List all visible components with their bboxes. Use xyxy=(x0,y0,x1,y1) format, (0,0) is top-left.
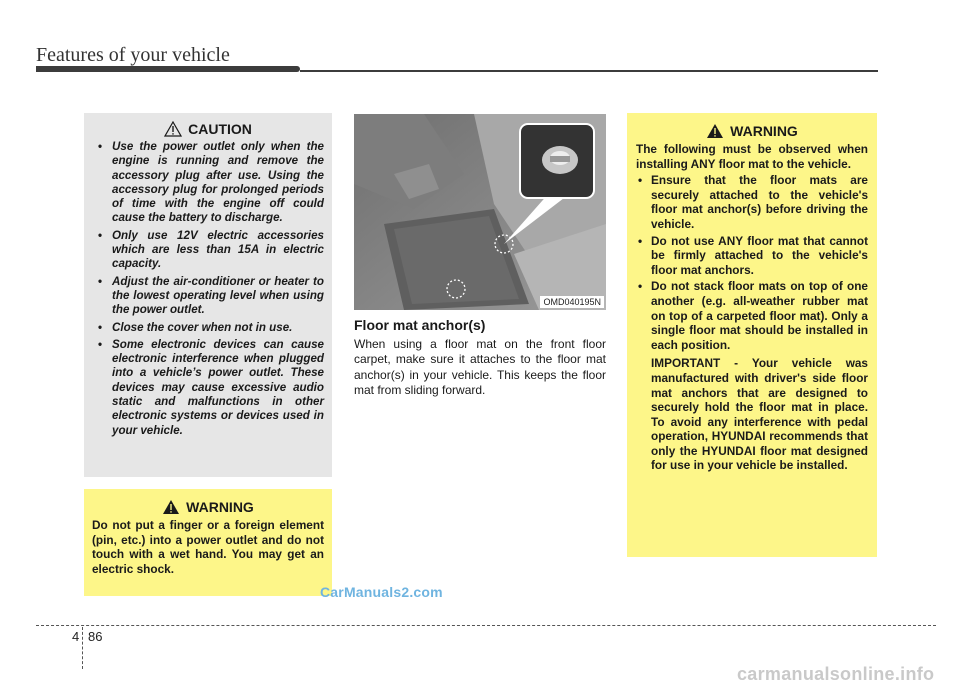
caution-item: • Some electronic devices can cause electronic interference when plugged into a vehicle’s power outlet. These devices may cause excessive audio static and malfunctions in other electronic systems or devices used in your vehicle. xyxy=(92,338,324,438)
warning-box-floor-mat xyxy=(627,113,877,557)
warning-heading-label: WARNING xyxy=(186,499,254,515)
caution-list xyxy=(92,140,324,438)
warning-box-power-outlet xyxy=(84,489,332,596)
warning-heading xyxy=(636,123,868,139)
warning-intro: The following must be observed when installing ANY floor mat to the vehicle. xyxy=(636,142,868,171)
site-watermark: carmanualsonline.info xyxy=(737,664,935,684)
warning-triangle-icon xyxy=(706,123,724,139)
watermark-link[interactable]: CarManuals2.com xyxy=(320,584,443,600)
header-rule xyxy=(300,70,878,72)
caution-item: • Close the cover when not in use. xyxy=(92,321,324,335)
page-header-title: Features of your vehicle xyxy=(36,44,230,66)
caution-box xyxy=(84,113,332,477)
warning-item: • Do not stack floor mats on top of one another (e.g. all-weather rubber mat on top of a carpeted floor mat). Only a single floor mat should be installed in each position. xyxy=(636,279,868,352)
page-number: 86 xyxy=(88,629,103,644)
chapter-number: 4 xyxy=(72,629,80,644)
footer-rule xyxy=(36,625,936,626)
caution-item: • Adjust the air-conditioner or heater to the lowest operating level when using the power outlet. xyxy=(92,275,324,318)
section-body: When using a floor mat on the front floor carpet, make sure it attaches to the floor mat anchor(s) in your vehicle. This keeps the floor mat from sliding forward. xyxy=(354,337,606,397)
floor-mat-illustration xyxy=(354,114,606,310)
header-bar xyxy=(36,66,300,72)
warning-text: Do not put a finger or a foreign element (pin, etc.) into a power outlet and do not touch with a wet hand. You may get an electric shock. xyxy=(92,518,324,576)
important-note: IMPORTANT - Your vehicle was manufactured with driver's side floor mat anchors that are designed to securely hold the floor mat in place. To avoid any interference with pedal operation, HYUNDAI recommends that only the HYUNDAI floor mat designed for use in your vehicle be installed. xyxy=(651,356,868,473)
warning-item: • Ensure that the floor mats are securely attached to the vehicle's floor mat anchor(s) before driving the vehicle. xyxy=(636,173,868,231)
caution-item: • Use the power outlet only when the engine is running and remove the accessory plug after use. Using the accessory plug for prolonged periods of time with the engine off could cause the battery to discharge. xyxy=(92,140,324,226)
caution-item: • Only use 12V electric accessories which are less than 15A in electric capacity. xyxy=(92,229,324,272)
floor-mat-anchor-photo xyxy=(354,114,606,310)
section-heading: Floor mat anchor(s) xyxy=(354,317,486,333)
warning-heading xyxy=(92,499,324,515)
caution-triangle-icon xyxy=(164,121,182,137)
footer-divider xyxy=(82,627,83,669)
figure-caption: OMD040195N xyxy=(540,296,604,308)
caution-heading xyxy=(92,121,324,137)
caution-heading-label: CAUTION xyxy=(188,121,252,137)
warning-item: • Do not use ANY floor mat that cannot be firmly attached to the vehicle's floor mat anchors. xyxy=(636,234,868,278)
warning-triangle-icon xyxy=(162,499,180,515)
warning-heading-label: WARNING xyxy=(730,123,798,139)
warning-list xyxy=(636,173,868,352)
